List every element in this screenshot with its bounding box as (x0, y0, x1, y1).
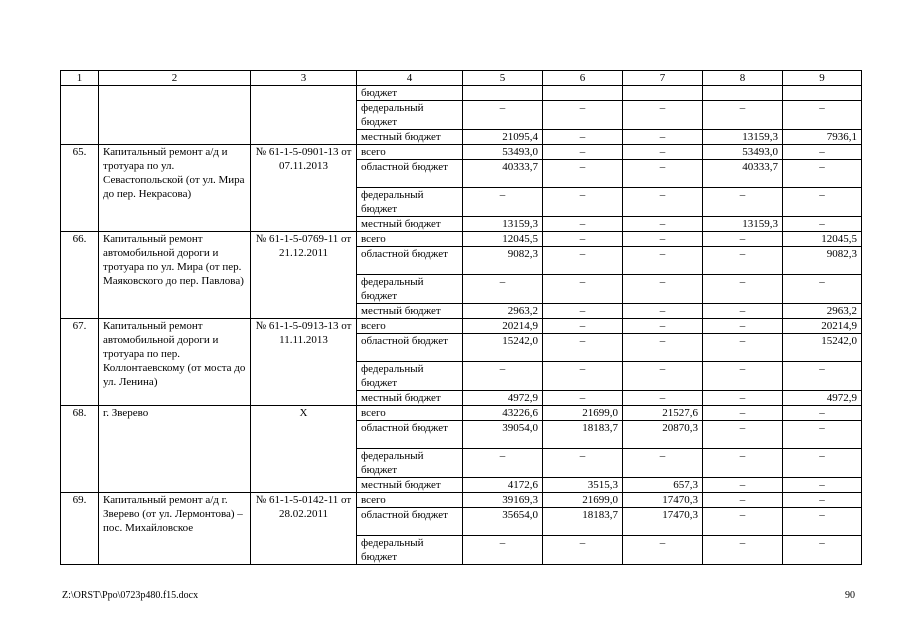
value-cell: 35654,0 (463, 508, 543, 536)
value-cell: 9082,3 (783, 247, 862, 275)
value-cell: 17470,3 (623, 493, 703, 508)
value-cell: – (703, 508, 783, 536)
document-number: № 61-1-5-0913-13 от 11.11.2013 (251, 319, 357, 406)
value-cell: – (623, 217, 703, 232)
budget-type: областной бюджет (357, 334, 463, 362)
value-cell: 53493,0 (703, 145, 783, 160)
value-cell: 18183,7 (543, 421, 623, 449)
value-cell: – (703, 188, 783, 217)
value-cell: – (783, 508, 862, 536)
value-cell: 2963,2 (463, 304, 543, 319)
value-cell: – (543, 247, 623, 275)
value-cell (703, 86, 783, 101)
value-cell: 15242,0 (783, 334, 862, 362)
column-number: 4 (357, 71, 463, 86)
value-cell: – (783, 188, 862, 217)
value-cell: – (543, 101, 623, 130)
value-cell: – (623, 391, 703, 406)
table-row (61, 406, 862, 421)
value-cell: – (543, 362, 623, 391)
table-row (61, 86, 862, 101)
value-cell: – (463, 362, 543, 391)
value-cell: 4972,9 (463, 391, 543, 406)
value-cell: – (623, 536, 703, 565)
budget-type: всего (357, 145, 463, 160)
budget-type: областной бюджет (357, 508, 463, 536)
value-cell (783, 86, 862, 101)
value-cell: 13159,3 (703, 217, 783, 232)
budget-type: местный бюджет (357, 478, 463, 493)
value-cell (543, 86, 623, 101)
budget-type: всего (357, 406, 463, 421)
budget-type: всего (357, 232, 463, 247)
value-cell: – (623, 188, 703, 217)
value-cell: – (703, 421, 783, 449)
value-cell: – (703, 319, 783, 334)
value-cell: 21699,0 (543, 406, 623, 421)
value-cell: 9082,3 (463, 247, 543, 275)
budget-type: местный бюджет (357, 304, 463, 319)
value-cell: 12045,5 (783, 232, 862, 247)
value-cell: 40333,7 (463, 160, 543, 188)
budget-type: всего (357, 493, 463, 508)
budget-type: областной бюджет (357, 160, 463, 188)
value-cell: – (783, 217, 862, 232)
object-name: г. Зверево (99, 406, 251, 493)
value-cell: 21527,6 (623, 406, 703, 421)
document-number (251, 86, 357, 145)
object-name: Капитальный ремонт автомобильной дороги и тротуара по ул. Мира (от пер. Маяковского до пер. Павлова) (99, 232, 251, 319)
value-cell: – (703, 391, 783, 406)
value-cell: – (623, 304, 703, 319)
value-cell: – (543, 160, 623, 188)
value-cell (623, 86, 703, 101)
value-cell: – (703, 406, 783, 421)
value-cell: – (783, 160, 862, 188)
budget-table (60, 70, 862, 565)
value-cell: 18183,7 (543, 508, 623, 536)
value-cell: – (783, 275, 862, 304)
row-number: 65. (61, 145, 99, 232)
column-number: 5 (463, 71, 543, 86)
value-cell: – (703, 247, 783, 275)
value-cell: – (783, 449, 862, 478)
value-cell: 15242,0 (463, 334, 543, 362)
budget-type: федеральный бюджет (357, 362, 463, 391)
budget-type: федеральный бюджет (357, 101, 463, 130)
table-row (61, 145, 862, 160)
value-cell: 4972,9 (783, 391, 862, 406)
object-name: Капитальный ремонт автомобильной дороги и тротуара по пер. Коллонтаевскому (от моста до ул. Ленина) (99, 319, 251, 406)
value-cell: – (623, 247, 703, 275)
value-cell: – (623, 160, 703, 188)
budget-type: местный бюджет (357, 217, 463, 232)
column-number: 2 (99, 71, 251, 86)
budget-type: областной бюджет (357, 421, 463, 449)
value-cell: 2963,2 (783, 304, 862, 319)
value-cell: – (703, 536, 783, 565)
value-cell: 7936,1 (783, 130, 862, 145)
row-number: 68. (61, 406, 99, 493)
value-cell: – (543, 145, 623, 160)
value-cell: 21095,4 (463, 130, 543, 145)
value-cell: – (783, 145, 862, 160)
budget-type: федеральный бюджет (357, 536, 463, 565)
value-cell: 17470,3 (623, 508, 703, 536)
value-cell: – (783, 421, 862, 449)
object-name: Капитальный ремонт а/д и тротуара по ул. Севастопольской (от ул. Мира до пер. Некрасова) (99, 145, 251, 232)
column-number: 6 (543, 71, 623, 86)
row-number: 66. (61, 232, 99, 319)
value-cell: – (703, 304, 783, 319)
value-cell: – (543, 536, 623, 565)
value-cell: – (543, 334, 623, 362)
row-number: 67. (61, 319, 99, 406)
table-row (61, 232, 862, 247)
value-cell: – (543, 232, 623, 247)
value-cell (463, 86, 543, 101)
value-cell: – (623, 232, 703, 247)
row-number: 69. (61, 493, 99, 565)
budget-type: федеральный бюджет (357, 449, 463, 478)
value-cell: – (703, 275, 783, 304)
value-cell: – (543, 319, 623, 334)
value-cell: – (463, 536, 543, 565)
document-number: № 61-1-5-0901-13 от 07.11.2013 (251, 145, 357, 232)
budget-type: местный бюджет (357, 391, 463, 406)
table-row (61, 319, 862, 334)
value-cell: – (783, 362, 862, 391)
budget-type: всего (357, 319, 463, 334)
value-cell: – (623, 145, 703, 160)
value-cell: – (543, 449, 623, 478)
file-path: Z:\ORST\Ppo\0723p480.f15.docx (62, 590, 199, 601)
column-number-header-row (61, 71, 862, 86)
value-cell: – (623, 362, 703, 391)
value-cell: 13159,3 (703, 130, 783, 145)
value-cell: – (543, 391, 623, 406)
value-cell: 20214,9 (783, 319, 862, 334)
document-number: № 61-1-5-0142-11 от 28.02.2011 (251, 493, 357, 565)
value-cell: – (703, 493, 783, 508)
value-cell: 3515,3 (543, 478, 623, 493)
column-number: 8 (703, 71, 783, 86)
budget-type: федеральный бюджет (357, 275, 463, 304)
object-name: Капитальный ремонт а/д г. Зверево (от ул. Лермонтова) – пос. Михайловское (99, 493, 251, 565)
document-number: № 61-1-5-0769-11 от 21.12.2011 (251, 232, 357, 319)
value-cell: – (703, 449, 783, 478)
value-cell: – (623, 101, 703, 130)
budget-type: бюджет (357, 86, 463, 101)
budget-type: местный бюджет (357, 130, 463, 145)
value-cell: – (703, 478, 783, 493)
table-row (61, 493, 862, 508)
page-number: 90 (845, 590, 855, 601)
value-cell: – (783, 101, 862, 130)
value-cell: – (783, 478, 862, 493)
value-cell: – (543, 188, 623, 217)
value-cell: – (623, 275, 703, 304)
value-cell: – (463, 275, 543, 304)
column-number: 3 (251, 71, 357, 86)
value-cell: 20214,9 (463, 319, 543, 334)
value-cell: – (543, 275, 623, 304)
value-cell: – (623, 334, 703, 362)
value-cell: 12045,5 (463, 232, 543, 247)
value-cell: – (623, 130, 703, 145)
value-cell: – (703, 232, 783, 247)
value-cell: 20870,3 (623, 421, 703, 449)
value-cell: 43226,6 (463, 406, 543, 421)
value-cell: 39054,0 (463, 421, 543, 449)
value-cell: – (783, 536, 862, 565)
value-cell: 53493,0 (463, 145, 543, 160)
value-cell: 21699,0 (543, 493, 623, 508)
value-cell: – (463, 101, 543, 130)
value-cell: 657,3 (623, 478, 703, 493)
value-cell: – (783, 406, 862, 421)
value-cell: 40333,7 (703, 160, 783, 188)
value-cell: – (783, 493, 862, 508)
document-number: Х (251, 406, 357, 493)
value-cell: – (463, 188, 543, 217)
column-number: 7 (623, 71, 703, 86)
value-cell: – (703, 334, 783, 362)
value-cell: – (703, 362, 783, 391)
column-number: 1 (61, 71, 99, 86)
value-cell: – (543, 217, 623, 232)
value-cell: – (623, 449, 703, 478)
value-cell: – (543, 304, 623, 319)
row-number (61, 86, 99, 145)
value-cell: – (463, 449, 543, 478)
value-cell: 4172,6 (463, 478, 543, 493)
value-cell: – (623, 319, 703, 334)
object-name (99, 86, 251, 145)
budget-type: областной бюджет (357, 247, 463, 275)
value-cell: – (543, 130, 623, 145)
value-cell: 13159,3 (463, 217, 543, 232)
budget-type: федеральный бюджет (357, 188, 463, 217)
column-number: 9 (783, 71, 862, 86)
value-cell: 39169,3 (463, 493, 543, 508)
value-cell: – (703, 101, 783, 130)
